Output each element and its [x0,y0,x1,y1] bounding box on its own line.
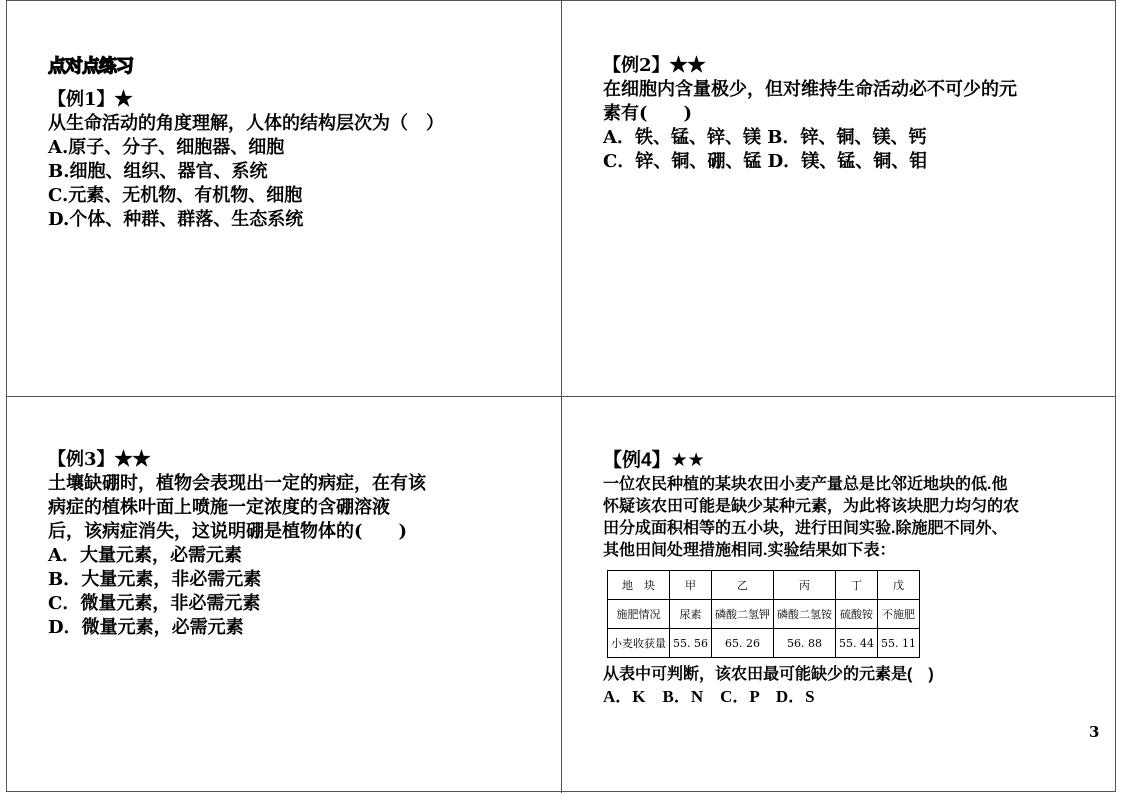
text-line: C．微量元素，非必需元素 [48,593,261,614]
text-line: 后，该病症消失，这说明硼是植物体的( ) [48,521,408,542]
example-2-panel [603,54,1017,174]
divider-horizontal [6,396,1116,397]
example-title: 【例3】★★ [48,449,151,470]
table-cell: 地 块 [608,571,670,600]
text-line: D．微量元素，必需元素 [48,617,244,638]
table-row [608,629,920,658]
page-number: 3 [1089,723,1100,741]
table-cell: 55. 11 [878,629,920,658]
text-line: 素有( ) [603,103,693,124]
text-line: 在细胞内含量极少，但对维持生命活动必不可少的元 [603,79,1017,100]
text-line: D.个体、种群、群落、生态系统 [48,209,304,230]
text-line: 从生命活动的角度理解，人体的结构层次为（ ） [48,113,444,134]
table-cell: 55. 56 [670,629,712,658]
example-4-panel [603,448,1019,708]
text-line: 一位农民种植的某块农田小麦产量总是比邻近地块的低.他 [603,476,1008,493]
section-heading: 点对点练习 [48,56,133,77]
table-cell: 磷酸二氢钾 [712,600,774,629]
example-3-panel [48,448,426,640]
table-cell: 硫酸铵 [836,600,878,629]
table-cell: 丁 [836,571,878,600]
table-row [608,600,920,629]
table-row [608,571,920,600]
results-table [607,570,920,658]
text-line: B.细胞、组织、器官、系统 [48,161,268,182]
table-cell: 65. 26 [712,629,774,658]
table-cell: 尿素 [670,600,712,629]
example-1-panel [48,52,444,232]
example-title: 【例2】★★ [603,55,706,76]
example-title: 【例4】★★ [603,450,705,471]
table-cell: 乙 [712,571,774,600]
text-line: 怀疑该农田可能是缺少某种元素，为此将该块肥力均匀的农 [603,498,1020,515]
question-text: 从表中可判断，该农田最可能缺少的元素是( ) [603,666,934,683]
answer-options: A．K B．N C．P D．S [603,687,815,706]
text-line: C．锌、铜、硼、锰 D．镁、锰、铜、钼 [603,151,928,172]
example-title: 【例1】★ [48,89,133,110]
text-line: 田分成面积相等的五小块，进行田间实验.除施肥不同外、 [603,520,1008,537]
table-cell: 施肥情况 [608,600,670,629]
text-line: B．大量元素，非必需元素 [48,569,262,590]
text-line: C.元素、无机物、有机物、细胞 [48,185,303,206]
table-cell: 戊 [878,571,920,600]
table-cell: 56. 88 [774,629,836,658]
text-line: A．大量元素，必需元素 [48,545,242,566]
table-cell: 小麦收获量 [608,629,670,658]
text-line: A．铁、锰、锌、镁 B．锌、铜、镁、钙 [603,127,927,148]
table-cell: 55. 44 [836,629,878,658]
table-cell: 甲 [670,571,712,600]
table-cell: 不施肥 [878,600,920,629]
table-cell: 丙 [774,571,836,600]
text-line: 土壤缺硼时，植物会表现出一定的病症，在有该 [48,473,426,494]
text-line: A.原子、分子、细胞器、细胞 [48,137,285,158]
text-line: 病症的植株叶面上喷施一定浓度的含硼溶液 [48,497,390,518]
text-line: 其他田间处理措施相同.实验结果如下表： [603,542,896,559]
table-cell: 磷酸二氢铵 [774,600,836,629]
